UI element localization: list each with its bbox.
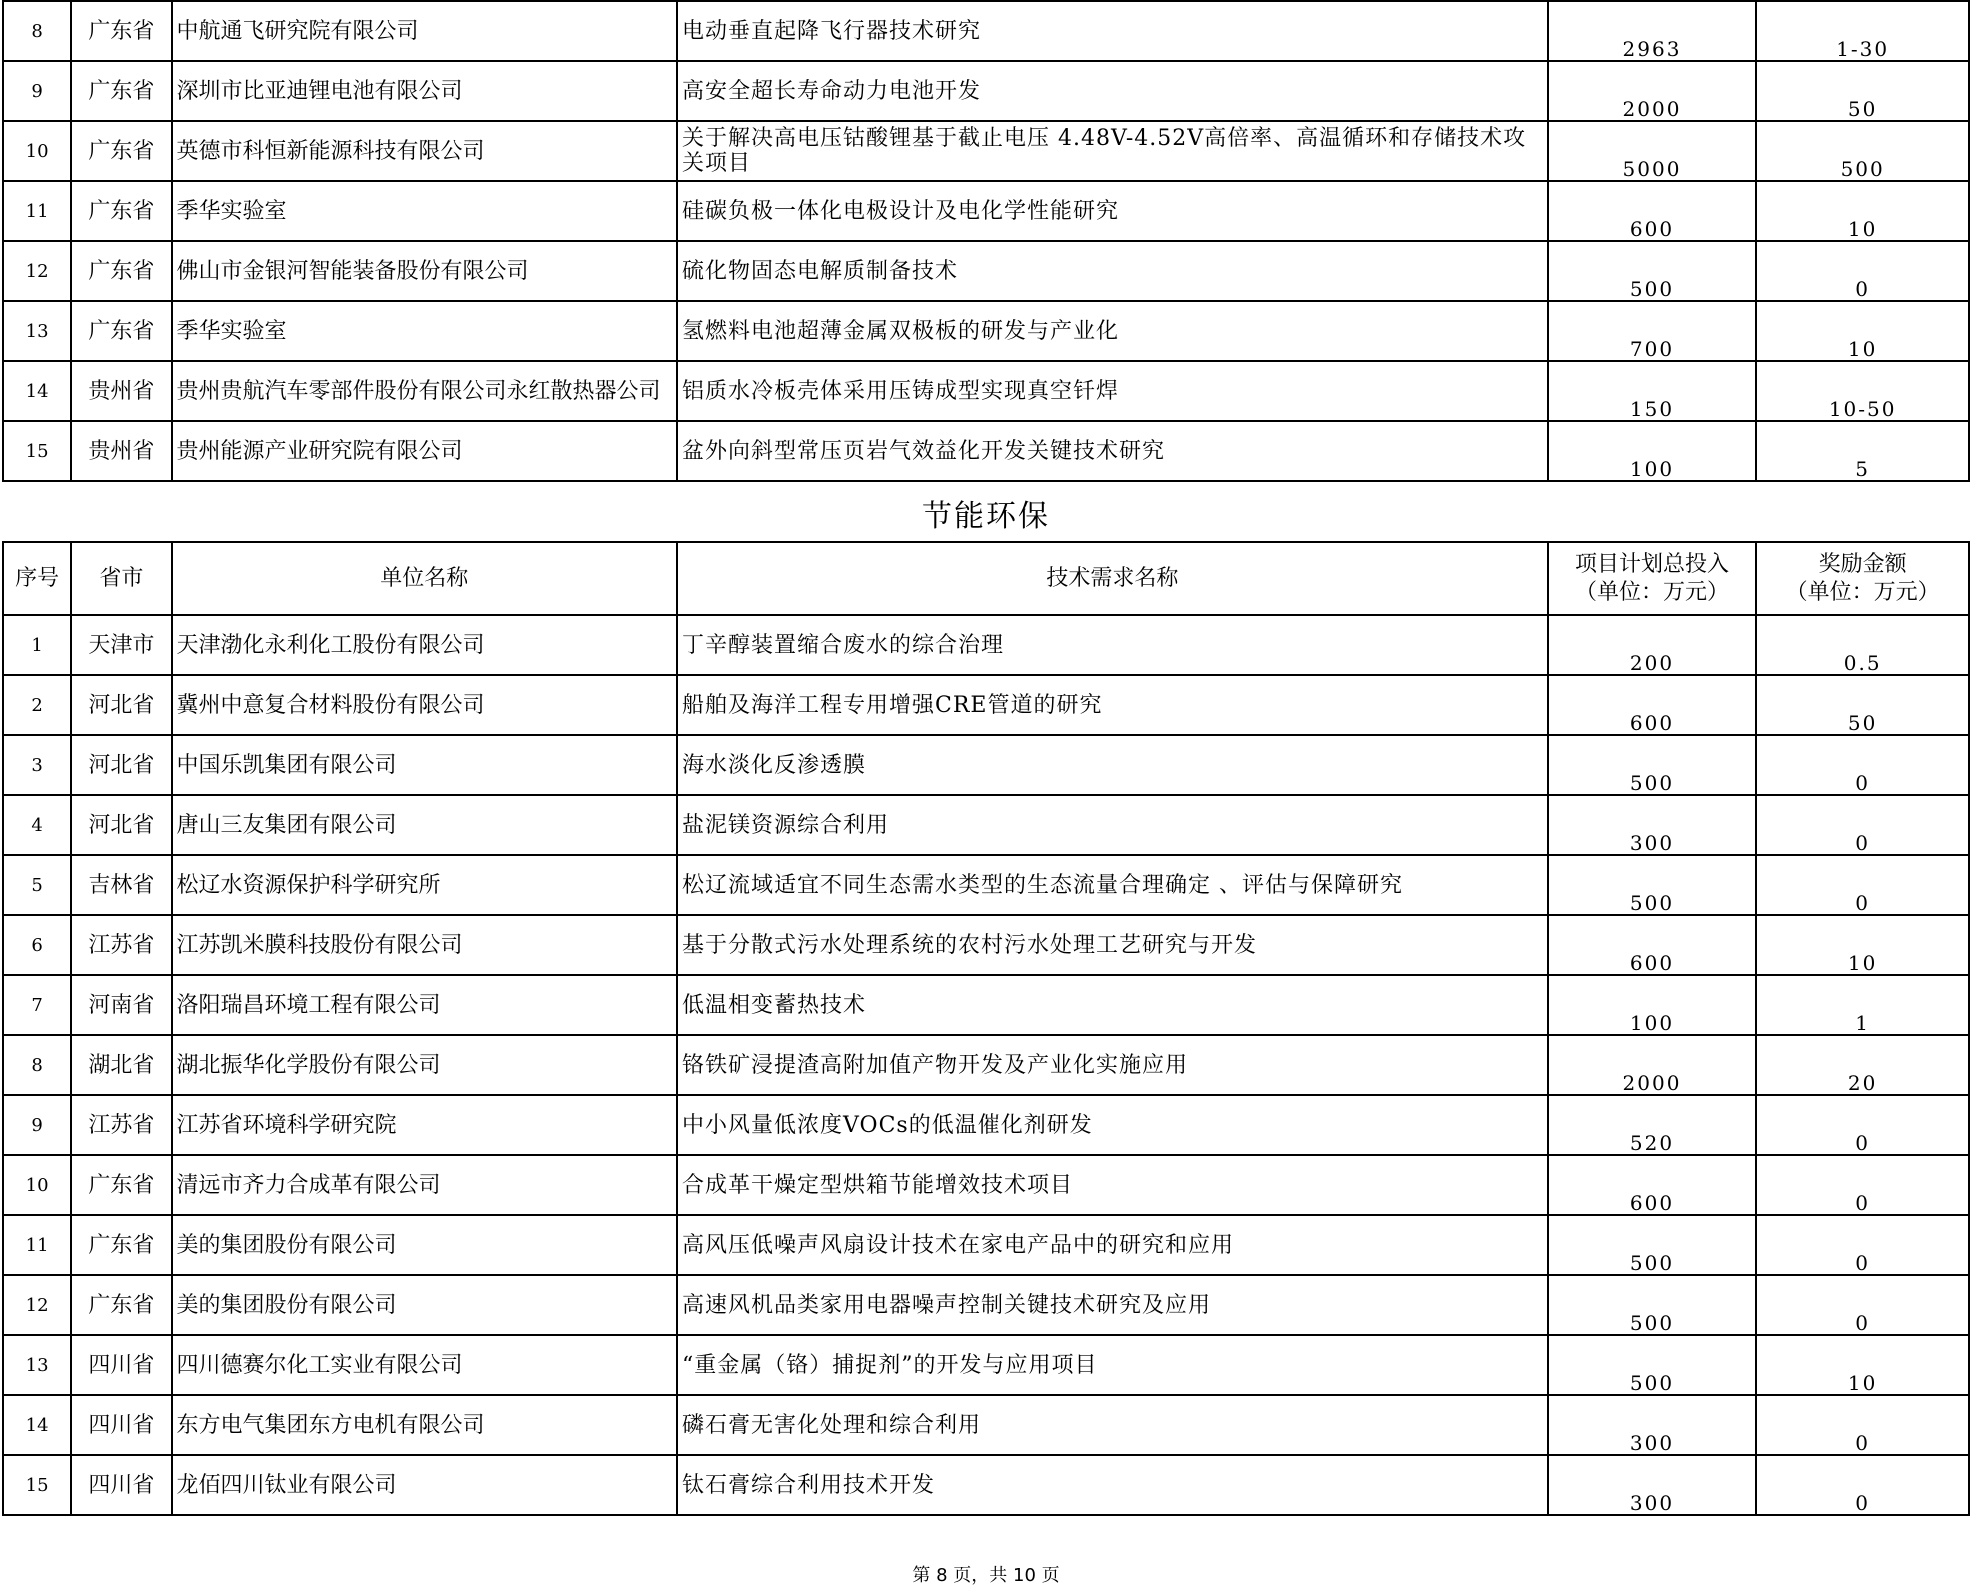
cell-investment: 500 [1548,855,1757,915]
table-row [3,1,1969,61]
cell-seq: 9 [3,61,71,121]
cell-tech-demand: 盆外向斜型常压页岩气效益化开发关键技术研究 [677,421,1548,481]
cell-unit-name: 湖北振华化学股份有限公司 [172,1035,678,1095]
cell-investment: 5000 [1548,121,1757,181]
cell-investment: 600 [1548,675,1757,735]
cell-tech-demand: 氢燃料电池超薄金属双极板的研发与产业化 [677,301,1548,361]
cell-unit-name: 英德市科恒新能源科技有限公司 [172,121,678,181]
cell-unit-name: 贵州能源产业研究院有限公司 [172,421,678,481]
cell-seq: 12 [3,1275,71,1335]
cell-tech-demand: 硅碳负极一体化电极设计及电化学性能研究 [677,181,1548,241]
table-row [3,1035,1969,1095]
cell-tech-demand: 船舶及海洋工程专用增强CRE管道的研究 [677,675,1548,735]
header-unit: 单位名称 [172,542,678,615]
table-row [3,61,1969,121]
cell-seq: 14 [3,1395,71,1455]
cell-tech-demand: 铝质水冷板壳体采用压铸成型实现真空钎焊 [677,361,1548,421]
table-header-row [3,542,1969,615]
cell-unit-name: 松辽水资源保护科学研究所 [172,855,678,915]
cell-investment: 500 [1548,1215,1757,1275]
header-investment-line1: 项目计划总投入 [1574,551,1729,577]
table-row [3,1155,1969,1215]
cell-unit-name: 中航通飞研究院有限公司 [172,1,678,61]
cell-tech-demand: 盐泥镁资源综合利用 [677,795,1548,855]
cell-unit-name: 四川德赛尔化工实业有限公司 [172,1335,678,1395]
table-row [3,301,1969,361]
cell-investment: 300 [1548,795,1757,855]
section-title: 节能环保 [922,499,1050,534]
cell-reward: 500 [1756,121,1969,181]
table-row [3,675,1969,735]
header-investment [1548,542,1757,615]
cell-investment: 150 [1548,361,1757,421]
cell-reward: 10 [1756,915,1969,975]
cell-unit-name: 季华实验室 [172,181,678,241]
cell-unit-name: 美的集团股份有限公司 [172,1215,678,1275]
cell-unit-name: 唐山三友集团有限公司 [172,795,678,855]
cell-tech-demand: 海水淡化反渗透膜 [677,735,1548,795]
cell-unit-name: 东方电气集团东方电机有限公司 [172,1395,678,1455]
cell-province: 四川省 [71,1335,171,1395]
cell-province: 广东省 [71,61,171,121]
table-row [3,915,1969,975]
cell-reward: 0 [1756,1455,1969,1515]
table-row [3,121,1969,181]
cell-reward: 0 [1756,241,1969,301]
cell-investment: 500 [1548,735,1757,795]
cell-province: 吉林省 [71,855,171,915]
cell-reward: 0 [1756,855,1969,915]
cell-province: 广东省 [71,1155,171,1215]
cell-unit-name: 江苏省环境科学研究院 [172,1095,678,1155]
cell-unit-name: 清远市齐力合成革有限公司 [172,1155,678,1215]
cell-tech-demand: 高速风机品类家用电器噪声控制关键技术研究及应用 [677,1275,1548,1335]
cell-province: 河北省 [71,735,171,795]
cell-tech-demand: 低温相变蓄热技术 [677,975,1548,1035]
page-footer: 第 8 页，共 10 页 [912,1565,1060,1586]
header-reward-line2: （单位：万元） [1785,579,1940,605]
cell-tech-demand: 硫化物固态电解质制备技术 [677,241,1548,301]
cell-reward: 0 [1756,795,1969,855]
cell-seq: 5 [3,855,71,915]
cell-seq: 12 [3,241,71,301]
cell-province: 广东省 [71,121,171,181]
cell-tech-demand: 高风压低噪声风扇设计技术在家电产品中的研究和应用 [677,1215,1548,1275]
table-row [3,1335,1969,1395]
cell-reward: 0 [1756,1275,1969,1335]
cell-investment: 300 [1548,1455,1757,1515]
cell-reward: 0 [1756,1395,1969,1455]
cell-unit-name: 龙佰四川钛业有限公司 [172,1455,678,1515]
table-row [3,421,1969,481]
cell-unit-name: 美的集团股份有限公司 [172,1275,678,1335]
cell-seq: 9 [3,1095,71,1155]
table-row [3,795,1969,855]
cell-reward: 0 [1756,1155,1969,1215]
top-table [2,0,1970,482]
cell-tech-demand: 高安全超长寿命动力电池开发 [677,61,1548,121]
cell-unit-name: 深圳市比亚迪锂电池有限公司 [172,61,678,121]
cell-reward: 1 [1756,975,1969,1035]
cell-reward: 50 [1756,675,1969,735]
cell-province: 广东省 [71,181,171,241]
cell-tech-demand: 丁辛醇装置缩合废水的综合治理 [677,615,1548,675]
cell-reward: 50 [1756,61,1969,121]
table-row [3,1395,1969,1455]
cell-reward: 1-30 [1756,1,1969,61]
cell-investment: 2000 [1548,1035,1757,1095]
cell-reward: 0.5 [1756,615,1969,675]
cell-province: 江苏省 [71,1095,171,1155]
cell-seq: 11 [3,1215,71,1275]
table-row [3,1215,1969,1275]
cell-investment: 200 [1548,615,1757,675]
cell-seq: 15 [3,421,71,481]
cell-unit-name: 洛阳瑞昌环境工程有限公司 [172,975,678,1035]
cell-investment: 600 [1548,1155,1757,1215]
table-row [3,1275,1969,1335]
cell-investment: 700 [1548,301,1757,361]
cell-seq: 15 [3,1455,71,1515]
cell-tech-demand: 中小风量低浓度VOCs的低温催化剂研发 [677,1095,1548,1155]
cell-seq: 14 [3,361,71,421]
cell-province: 河北省 [71,795,171,855]
header-tech: 技术需求名称 [677,542,1548,615]
cell-investment: 2963 [1548,1,1757,61]
cell-province: 江苏省 [71,915,171,975]
cell-province: 广东省 [71,1275,171,1335]
cell-reward: 10 [1756,1335,1969,1395]
cell-seq: 6 [3,915,71,975]
cell-reward: 10-50 [1756,361,1969,421]
cell-seq: 10 [3,121,71,181]
header-reward [1756,542,1969,615]
cell-investment: 600 [1548,915,1757,975]
header-reward-line1: 奖励金额 [1818,551,1907,577]
cell-tech-demand: 电动垂直起降飞行器技术研究 [677,1,1548,61]
cell-unit-name: 江苏凯米膜科技股份有限公司 [172,915,678,975]
cell-province: 广东省 [71,241,171,301]
cell-investment: 520 [1548,1095,1757,1155]
table-row [3,1095,1969,1155]
cell-investment: 600 [1548,181,1757,241]
cell-seq: 7 [3,975,71,1035]
cell-investment: 2000 [1548,61,1757,121]
cell-province: 四川省 [71,1395,171,1455]
cell-unit-name: 天津渤化永利化工股份有限公司 [172,615,678,675]
table-row [3,241,1969,301]
cell-tech-demand: 松辽流域适宜不同生态需水类型的生态流量合理确定 、评估与保障研究 [677,855,1548,915]
cell-seq: 8 [3,1035,71,1095]
cell-seq: 10 [3,1155,71,1215]
energy-saving-table-body [3,615,1969,1515]
top-table-body [3,1,1969,481]
cell-unit-name: 冀州中意复合材料股份有限公司 [172,675,678,735]
table-row [3,361,1969,421]
cell-province: 河北省 [71,675,171,735]
cell-unit-name: 佛山市金银河智能装备股份有限公司 [172,241,678,301]
cell-seq: 3 [3,735,71,795]
cell-tech-demand: 关于解决高电压钴酸锂基于截止电压 4.48V-4.52V高倍率、高温循环和存储技术攻关项目 [677,121,1548,181]
cell-seq: 13 [3,1335,71,1395]
cell-tech-demand: 合成革干燥定型烘箱节能增效技术项目 [677,1155,1548,1215]
cell-reward: 0 [1756,1095,1969,1155]
cell-seq: 2 [3,675,71,735]
cell-unit-name: 季华实验室 [172,301,678,361]
cell-seq: 8 [3,1,71,61]
table-row [3,735,1969,795]
cell-tech-demand: “重金属（铬）捕捉剂”的开发与应用项目 [677,1335,1548,1395]
cell-tech-demand: 磷石膏无害化处理和综合利用 [677,1395,1548,1455]
cell-seq: 4 [3,795,71,855]
table-row [3,615,1969,675]
energy-saving-table [2,541,1970,1516]
cell-province: 湖北省 [71,1035,171,1095]
cell-reward: 20 [1756,1035,1969,1095]
cell-province: 贵州省 [71,421,171,481]
cell-province: 广东省 [71,1215,171,1275]
cell-investment: 500 [1548,1275,1757,1335]
header-province: 省市 [71,542,171,615]
cell-investment: 500 [1548,1335,1757,1395]
cell-investment: 300 [1548,1395,1757,1455]
table-row [3,855,1969,915]
table-row [3,1455,1969,1515]
cell-investment: 100 [1548,421,1757,481]
cell-province: 四川省 [71,1455,171,1515]
cell-reward: 10 [1756,301,1969,361]
cell-province: 广东省 [71,301,171,361]
cell-reward: 10 [1756,181,1969,241]
cell-investment: 500 [1548,241,1757,301]
cell-tech-demand: 钛石膏综合利用技术开发 [677,1455,1548,1515]
cell-seq: 1 [3,615,71,675]
cell-tech-demand: 铬铁矿浸提渣高附加值产物开发及产业化实施应用 [677,1035,1548,1095]
cell-reward: 0 [1756,735,1969,795]
header-seq: 序号 [3,542,71,615]
cell-tech-demand: 基于分散式污水处理系统的农村污水处理工艺研究与开发 [677,915,1548,975]
table-row [3,181,1969,241]
table-row [3,975,1969,1035]
cell-unit-name: 贵州贵航汽车零部件股份有限公司永红散热器公司 [172,361,678,421]
cell-unit-name: 中国乐凯集团有限公司 [172,735,678,795]
header-investment-line2: （单位：万元） [1574,579,1729,605]
cell-investment: 100 [1548,975,1757,1035]
cell-reward: 5 [1756,421,1969,481]
cell-province: 天津市 [71,615,171,675]
cell-seq: 13 [3,301,71,361]
cell-province: 河南省 [71,975,171,1035]
cell-province: 贵州省 [71,361,171,421]
cell-province: 广东省 [71,1,171,61]
cell-reward: 0 [1756,1215,1969,1275]
cell-seq: 11 [3,181,71,241]
